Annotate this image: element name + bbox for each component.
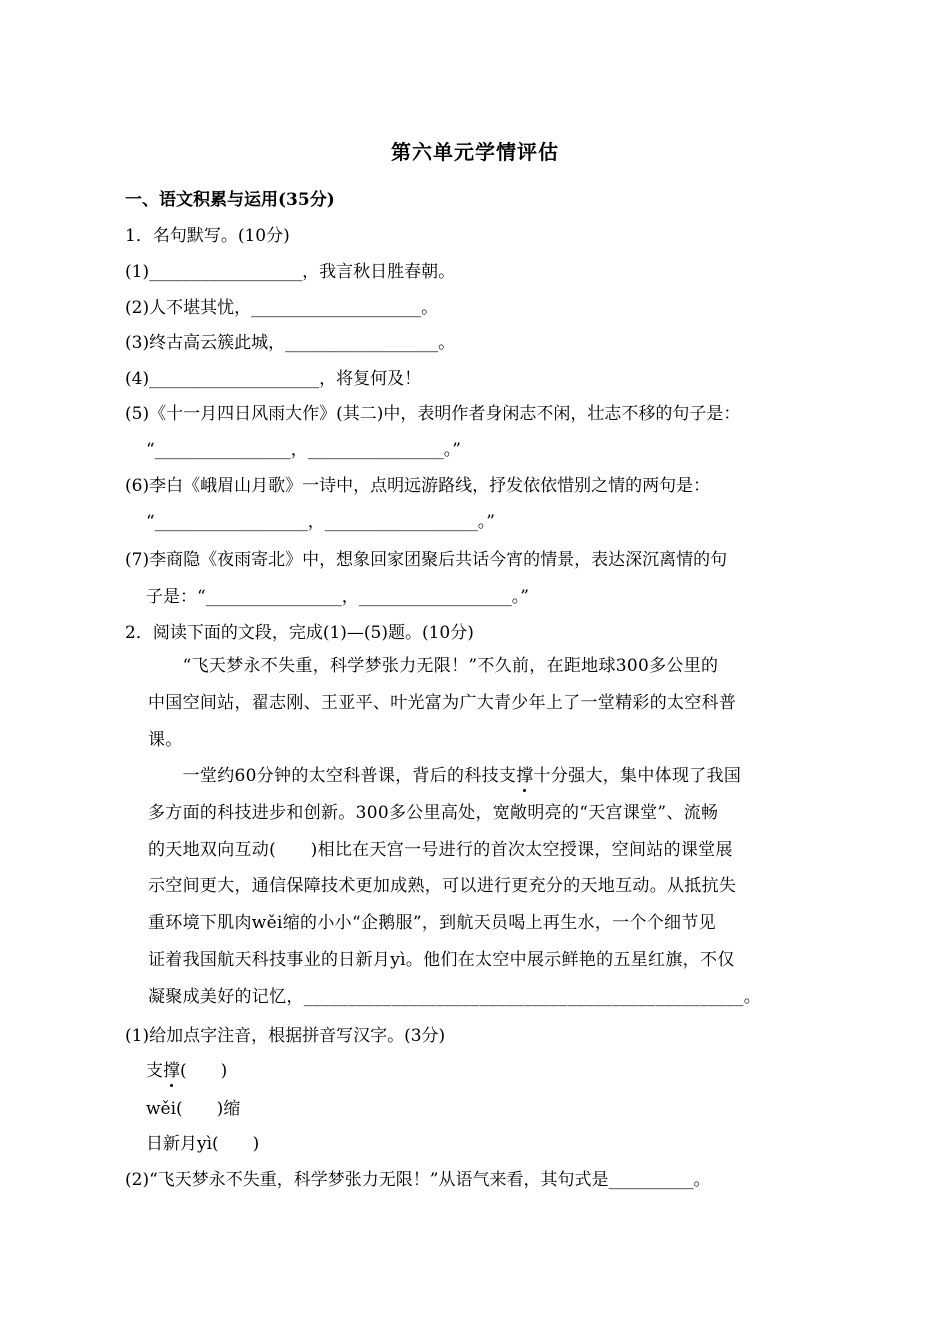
question-1-heading: 1．名句默写。(10分) bbox=[125, 226, 290, 246]
passage-line: 课。 bbox=[148, 729, 183, 750]
passage-line: 的天地双向互动( )相比在天宫一号进行的首次太空授课，空间站的课堂展 bbox=[148, 839, 733, 860]
q1-item-4: (4)____________________，将复何及！ bbox=[125, 369, 422, 389]
passage-line: 凝聚成美好的记忆，__________________________________________________。 bbox=[148, 986, 761, 1007]
dotted-char: 撑 bbox=[516, 766, 534, 786]
subquestion-2: (2)“飞天梦永不失重，科学梦张力无限！”从语气来看，其句式是__________。 bbox=[125, 1170, 711, 1190]
q1-item-6-blanks: “__________________，__________________。” bbox=[146, 512, 495, 532]
question-2-heading: 2．阅读下面的文段，完成(1)—(5)题。(10分) bbox=[125, 623, 474, 643]
q1-item-5-blanks: “________________，________________。” bbox=[146, 440, 461, 460]
subquestion-1-c: 日新月yì( ) bbox=[146, 1134, 260, 1154]
q1-item-5: (5)《十一月四日风雨大作》(其二)中，表明作者身闲志不闲，壮志不移的句子是： bbox=[125, 404, 741, 424]
q1-item-7: (7)李商隐《夜雨寄北》中，想象回家团聚后共话今宵的情景，表达深沉离情的句 bbox=[125, 550, 728, 570]
passage-paragraph-2 bbox=[148, 758, 808, 1016]
subquestion-1: (1)给加点字注音，根据拼音写汉字。(3分) bbox=[125, 1026, 446, 1046]
q1-item-1: (1)__________________，我言秋日胜春朝。 bbox=[125, 262, 456, 282]
q1-item-3: (3)终古高云簇此城，__________________。 bbox=[125, 333, 456, 353]
passage-line: 重环境下肌肉wěi缩的小小“企鹅服”，到航天员喝上再生水，一个个细节见 bbox=[148, 913, 716, 934]
q1-item-2: (2)人不堪其忧，____________________。 bbox=[125, 298, 439, 318]
page-title: 第六单元学情评估 bbox=[391, 140, 559, 164]
passage-paragraph-1 bbox=[148, 648, 808, 758]
passage-line: 示空间更大，通信保障技术更加成熟，可以进行更充分的天地互动。从抵抗失 bbox=[148, 876, 737, 897]
q1-item-7-blanks: 子是：“________________，__________________。” bbox=[146, 587, 529, 607]
passage-line: 一堂约60分钟的太空科普课，背后的科技支撑十分强大，集中体现了我国 bbox=[148, 766, 742, 786]
q1-item-6: (6)李白《峨眉山月歌》一诗中，点明远游路线，抒发依依惜别之情的两句是： bbox=[125, 476, 711, 496]
passage-line: 证着我国航天科技事业的日新月yì。他们在太空中展示鲜艳的五星红旗，不仅 bbox=[148, 949, 735, 970]
passage-line: “飞天梦永不失重，科学梦张力无限！”不久前，在距地球300多公里的 bbox=[148, 656, 719, 676]
dotted-char: 撑 bbox=[163, 1061, 180, 1081]
passage-line: 中国空间站，翟志刚、王亚平、叶光富为广大青少年上了一堂精彩的太空科普 bbox=[148, 692, 737, 713]
passage-line: 多方面的科技进步和创新。300多公里高处，宽敞明亮的“天宫课堂”、流畅 bbox=[148, 802, 719, 823]
section-heading: 一、语文积累与运用(35分) bbox=[125, 190, 335, 210]
subquestion-1-b: wěi( )缩 bbox=[146, 1099, 241, 1119]
subquestion-1-a: 支撑( ) bbox=[146, 1061, 228, 1081]
